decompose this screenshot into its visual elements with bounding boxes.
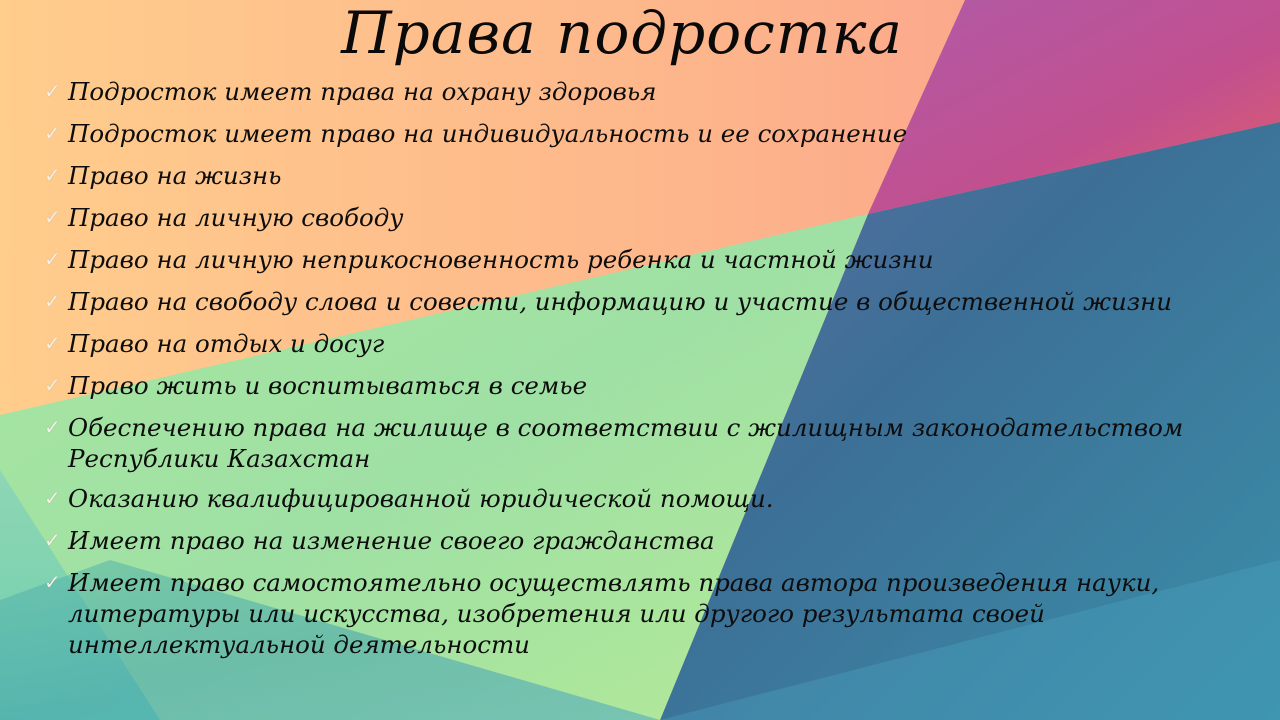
check-mark-icon: ✓ — [44, 247, 61, 271]
check-mark-icon: ✓ — [44, 528, 61, 552]
list-item-text: Имеет право самостоятельно осуществлять права автора произведения науки, литературы или искусства, изобретения или другого результата своей интеллектуальной деятельности — [68, 568, 1160, 659]
list-item-text: Право на свободу слова и совести, информацию и участие в общественной жизни — [68, 287, 1173, 316]
list-item-text: Право на личную неприкосновенность ребенка и частной жизни — [68, 245, 934, 274]
list-item — [44, 286, 1254, 317]
list-item — [44, 76, 1254, 107]
check-mark-icon: ✓ — [44, 415, 61, 439]
check-mark-icon: ✓ — [44, 331, 61, 355]
check-mark-icon: ✓ — [44, 486, 61, 510]
check-mark-icon: ✓ — [44, 121, 61, 145]
check-mark-icon: ✓ — [44, 205, 61, 229]
list-item-text: Подросток имеет права на охрану здоровья — [68, 77, 657, 106]
list-item — [44, 328, 1254, 359]
rights-list — [44, 76, 1254, 669]
slide-title: Права подростка — [341, 0, 903, 67]
check-mark-icon: ✓ — [44, 289, 61, 313]
list-item — [44, 483, 1254, 514]
check-mark-icon: ✓ — [44, 163, 61, 187]
list-item-text: Оказанию квалифицированной юридической помощи. — [68, 484, 774, 513]
list-item-text: Имеет право на изменение своего гражданства — [68, 526, 715, 555]
list-item — [44, 525, 1254, 556]
list-item — [44, 412, 1254, 474]
list-item-text: Право на личную свободу — [68, 203, 404, 232]
list-item — [44, 118, 1254, 149]
list-item-text: Право на отдых и досуг — [68, 329, 385, 358]
list-item — [44, 244, 1254, 275]
list-item — [44, 567, 1254, 660]
list-item-text: Подросток имеет право на индивидуальность и ее сохранение — [68, 119, 908, 148]
list-item-text: Право на жизнь — [68, 161, 282, 190]
list-item — [44, 370, 1254, 401]
check-mark-icon: ✓ — [44, 570, 61, 594]
check-mark-icon: ✓ — [44, 79, 61, 103]
check-mark-icon: ✓ — [44, 373, 61, 397]
list-item — [44, 160, 1254, 191]
list-item-text: Обеспечению права на жилище в соответствии с жилищным законодательством Республики Казахстан — [68, 413, 1184, 473]
list-item — [44, 202, 1254, 233]
list-item-text: Право жить и воспитываться в семье — [68, 371, 588, 400]
